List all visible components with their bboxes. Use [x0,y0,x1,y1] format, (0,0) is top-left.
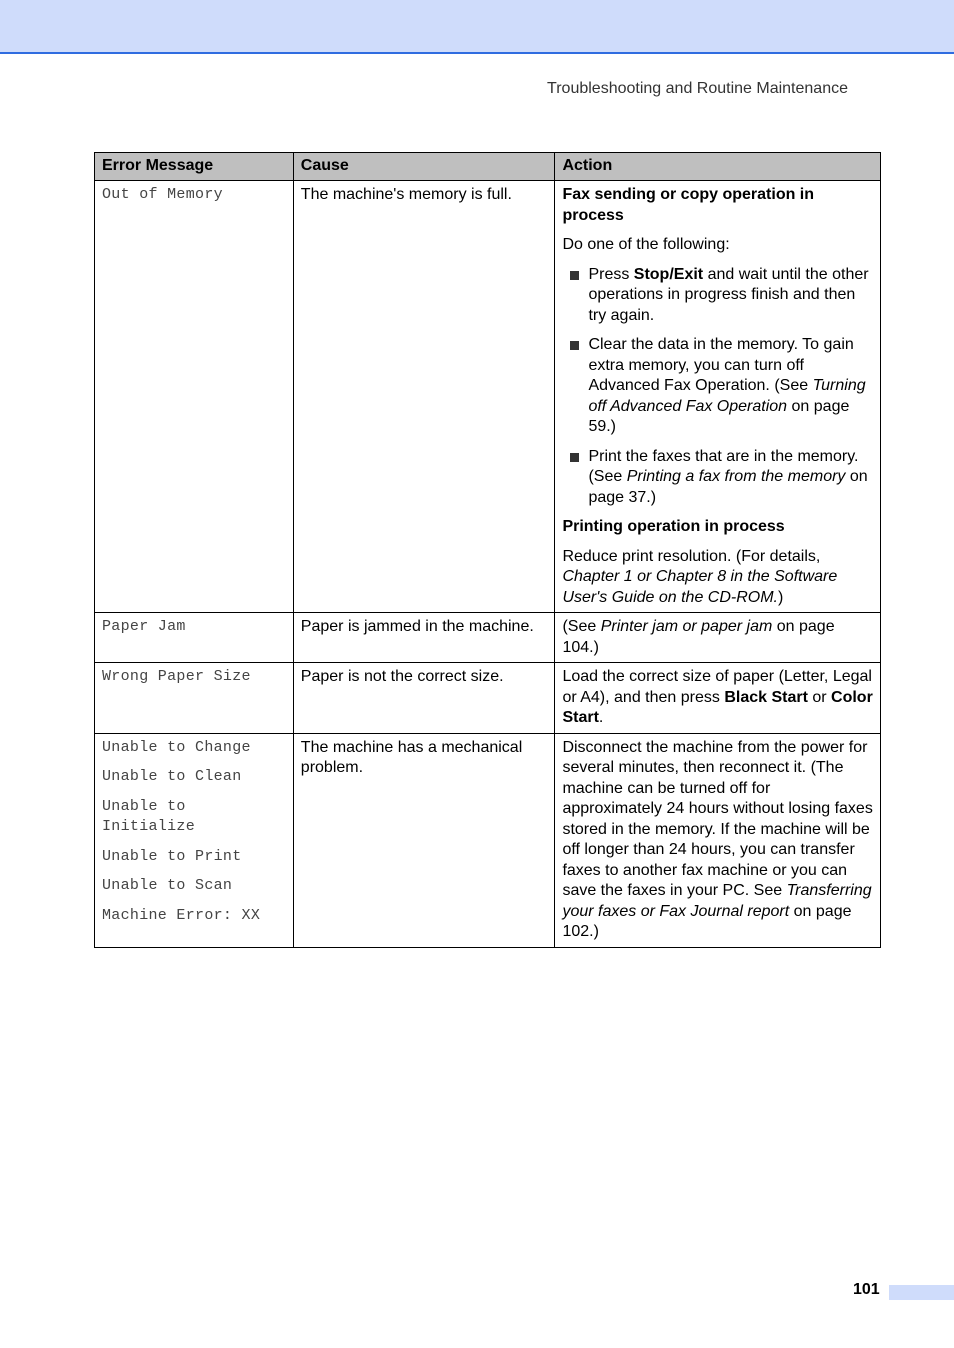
error-message: Paper Jam [102,618,186,635]
error-message-table [94,152,881,948]
square-bullet-icon [570,271,579,280]
top-banner [0,0,954,54]
key-name: Stop/Exit [633,265,704,283]
action-heading: Fax sending or copy operation in process [562,186,815,224]
square-bullet-icon [570,453,579,462]
error-message-cell [95,613,294,663]
action-cell [555,663,881,734]
action-paragraph: (See Printer jam or paper jam on page 104.) [562,618,835,656]
action-bullet: Clear the data in the memory. To gain extra memory, you can turn off Advanced Fax Operation. (See Turning off Advanced Fax Operation on page 59.) [570,335,873,438]
running-header: Troubleshooting and Routine Maintenance [547,80,848,97]
error-message: Unable to Clean [102,768,242,785]
page-tab [889,1285,954,1300]
error-message-cell [95,663,294,734]
error-message: Unable to Change [102,738,251,756]
action-cell [555,181,881,613]
cross-reference: Printer jam or paper jam [600,618,773,635]
action-paragraph: Disconnect the machine from the power for several minutes, then reconnect it. (The machine can be turned off for approximately 24 hours without losing faxes stored in the memory. If the machine will be off longer than 24 hours, you can transfer faxes to another fax machine or you can save the faxes in your PC. See Transferring your faxes or Fax Journal report on page 102.) [562,738,873,940]
cross-reference: Turning off Advanced Fax Operation [588,377,866,415]
key-name: Black Start [724,688,808,706]
error-message: Unable to Print [102,847,242,865]
page-number: 101 [853,1281,880,1298]
action-intro: Do one of the following: [562,236,730,253]
error-message-cell [95,733,294,947]
action-paragraph: Load the correct size of paper (Letter, Legal or A4), and then press Black Start or Color Start. [562,668,873,726]
cause-cell [293,181,555,613]
cause-text: The machine has a mechanical problem. [300,738,523,776]
column-header-cause: Cause [293,153,555,181]
cross-reference: Transferring your faxes or Fax Journal report [562,882,872,920]
table-row [95,663,881,734]
cross-reference: Chapter 1 or Chapter 8 in the Software User's Guide on the CD-ROM. [562,568,838,606]
column-header-error-message: Error Message [95,153,294,181]
cause-cell [293,733,555,947]
error-message: Out of Memory [102,186,223,203]
error-message: Machine Error: XX [102,906,261,924]
square-bullet-icon [570,341,579,350]
action-cell [555,613,881,663]
error-message-cell [95,181,294,613]
action-paragraph: Reduce print resolution. (For details, Chapter 1 or Chapter 8 in the Software User's Guide on the CD-ROM.) [562,547,838,606]
table-row [95,613,881,663]
action-cell [555,733,881,947]
action-bullet: Press Stop/Exit and wait until the other operations in progress finish and then try again. [570,265,873,327]
cause-cell [293,613,555,663]
cause-cell [293,663,555,734]
column-header-action: Action [555,153,881,181]
cause-text: Paper is not the correct size. [300,668,504,685]
error-message: Wrong Paper Size [102,668,251,685]
cross-reference: Printing a fax from the memory [626,468,846,485]
key-name: Color Start [562,688,873,726]
action-heading: Printing operation in process [562,518,785,535]
cause-text: Paper is jammed in the machine. [300,618,534,635]
table-row [95,181,881,613]
cause-text: The machine's memory is full. [300,186,512,203]
error-message: Unable to Scan [102,877,233,894]
action-bullet: Print the faxes that are in the memory. (See Printing a fax from the memory on page 37.) [570,447,873,509]
action-bullet-list [562,265,873,509]
table-row [95,733,881,947]
error-message: Unable to Initialize [102,797,196,835]
table-header-row [95,153,881,181]
